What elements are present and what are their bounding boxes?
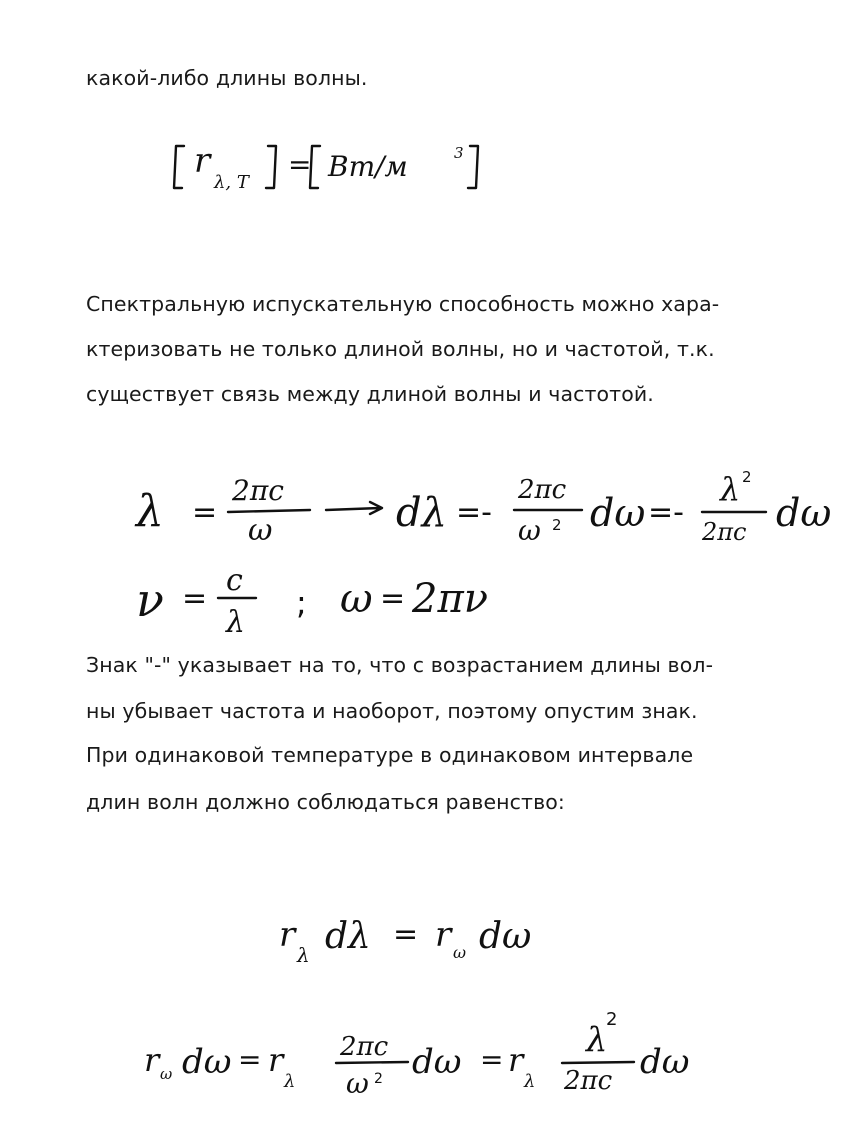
freq-rhs: 2πν xyxy=(412,576,489,622)
left-bracket-1 xyxy=(174,146,184,188)
right-bracket-2 xyxy=(468,146,478,188)
units-eq: = xyxy=(288,148,312,181)
freq-omega: ω xyxy=(340,576,373,622)
rel-eq1: = xyxy=(192,495,218,530)
frequency-formula xyxy=(130,560,550,640)
fin-d1: dω xyxy=(182,1042,232,1082)
freq-num: c xyxy=(226,563,243,598)
fin-sub3: λ xyxy=(524,1071,536,1092)
rel-d-omega-2: dω xyxy=(776,491,832,535)
rel-den3: 2πc xyxy=(702,518,747,546)
para2-line-4: длин волн должно соблюдаться равенство: xyxy=(86,790,565,814)
rel-den2-power: 2 xyxy=(552,516,562,534)
para2-line-1: Знак "-" указывает на то, что с возрастанием длины вол- xyxy=(86,653,714,677)
rel-num2: 2πc xyxy=(518,475,567,505)
rel-den2: ω xyxy=(518,514,541,547)
freq-eq1: = xyxy=(182,581,208,616)
units-unit: Bm/м xyxy=(328,150,408,183)
fin-fraction-bar-1 xyxy=(336,1062,408,1063)
eq-sub2: ω xyxy=(453,943,467,962)
fin-d2: dω xyxy=(412,1042,462,1082)
units-subscript: λ, T xyxy=(214,172,249,193)
rel-d-lambda: dλ xyxy=(396,490,447,536)
rel-num1: 2πc xyxy=(232,474,284,507)
fin-fraction-bar-2 xyxy=(562,1062,634,1063)
fin-eq1: = xyxy=(238,1043,262,1076)
final-formula xyxy=(140,1005,720,1105)
rel-num3-power: 2 xyxy=(742,468,752,486)
freq-eq2: = xyxy=(380,581,406,616)
fin-den1: ω xyxy=(346,1067,369,1100)
rel-eq3: =- xyxy=(648,495,684,530)
right-bracket-1 xyxy=(266,146,276,188)
freq-den: λ xyxy=(226,605,246,640)
units-r: r xyxy=(194,141,211,181)
fin-eq2: = xyxy=(480,1043,504,1076)
fin-r2: r xyxy=(268,1041,284,1079)
freq-sep: ; xyxy=(296,584,307,622)
units-formula xyxy=(170,138,500,198)
para2-line-2: ны убывает частота и наоборот, поэтому опустим знак. xyxy=(86,699,698,723)
para1-line-3: существует связь между длиной волны и частотой. xyxy=(86,382,654,406)
fin-sub1: ω xyxy=(160,1065,173,1083)
rel-lambda: λ xyxy=(136,486,164,537)
text-line-1: какой-либо длины волны. xyxy=(86,66,368,90)
rel-arrow xyxy=(326,502,382,514)
eq-r1: r xyxy=(279,915,296,955)
fin-num2: λ xyxy=(586,1020,608,1060)
fin-num1: 2πc xyxy=(340,1032,389,1062)
eq-d2: dω xyxy=(479,916,532,957)
left-bracket-2 xyxy=(310,146,320,188)
fin-r1: r xyxy=(144,1041,160,1079)
para2-line-3: При одинаковой температуре в одинаковом интервале xyxy=(86,743,694,767)
rel-fraction-bar-1 xyxy=(228,510,310,512)
fin-r3: r xyxy=(508,1041,524,1079)
relation-formula xyxy=(130,470,840,550)
rel-num3: λ xyxy=(720,470,741,508)
para1-line-1: Спектральную испускательную способность можно хара- xyxy=(86,292,720,316)
equality-formula xyxy=(275,908,575,968)
fin-num2-power: 2 xyxy=(606,1009,618,1030)
rel-eq2: =- xyxy=(456,495,492,530)
rel-den1: ω xyxy=(248,513,273,548)
para1-line-2: ктеризовать не только длиной волны, но и частотой, т.к. xyxy=(86,337,715,361)
fin-den1-power: 2 xyxy=(374,1071,383,1087)
eq-r2: r xyxy=(435,915,452,955)
fin-d3: dω xyxy=(640,1042,690,1082)
fin-sub2: λ xyxy=(284,1071,296,1092)
freq-nu: ν xyxy=(136,573,164,627)
eq-eq: = xyxy=(393,917,419,952)
units-power: 3 xyxy=(454,144,464,162)
eq-sub1: λ xyxy=(297,943,310,967)
rel-d-omega-1: dω xyxy=(590,491,646,535)
fin-den2: 2πc xyxy=(564,1066,613,1096)
eq-d1: dλ xyxy=(325,916,371,957)
